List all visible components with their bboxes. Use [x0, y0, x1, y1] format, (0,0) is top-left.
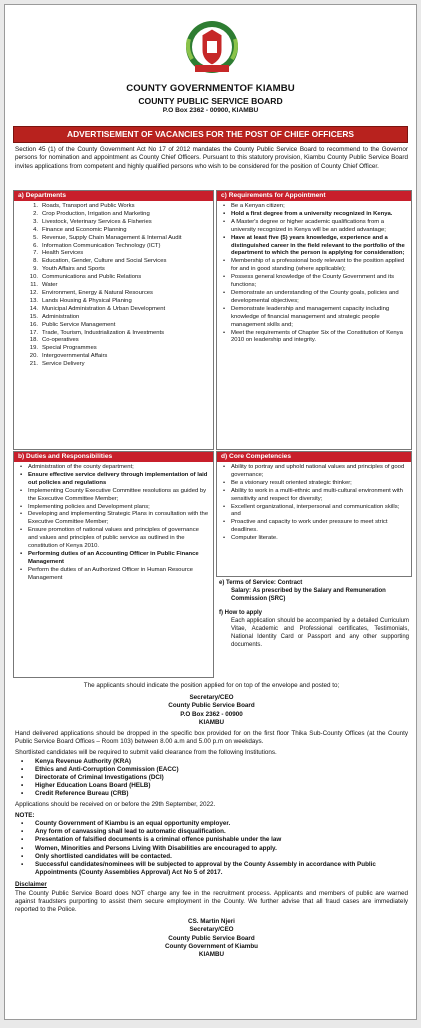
competency-item — [217, 535, 407, 543]
bullet-icon: ▪ — [19, 550, 23, 557]
competencies-heading: d) Core Competencies — [217, 452, 411, 462]
bullet-icon: • — [222, 218, 226, 225]
duty-item-text: Developing and implementing Strategic Plans in consultation with the Executive Committee Member; — [28, 511, 209, 526]
intro-text: Section 45 (1) of the County Government Act No 17 of 2012 mandates the County Public Service Board to recommend to the Governor persons for nomination and appointment as County Chief Officers. Pursuant to this statutory provision, Kiambu County Public Service Board invites applications from competent and highly qualified persons who wish to be considered for the position of County Chief Officer. — [15, 146, 408, 170]
duties-heading: b) Duties and Responsibilities — [14, 452, 213, 462]
department-number: 6. — [33, 242, 38, 249]
competency-item-text: Be a visionary result oriented strategic thinker; — [231, 479, 352, 486]
competencies-list — [217, 462, 411, 543]
duty-item-text: Implementing policies and Development plans; — [28, 503, 150, 510]
department-name: Environment, Energy & Natural Resources — [42, 289, 153, 296]
postal-address — [15, 694, 408, 727]
note-item — [21, 828, 408, 836]
department-name: Lands Housing & Physical Planing — [42, 297, 132, 304]
signature-line: Secretary/CEO — [189, 926, 234, 934]
department-name: Education, Gender, Culture and Social Services — [42, 258, 167, 265]
bullet-icon: ▪ — [222, 210, 226, 217]
signature-block — [15, 918, 408, 959]
address-line: Secretary/CEO — [189, 694, 234, 702]
note-text: Presentation of falsified documents is a criminal offence punishable under the law — [35, 836, 282, 844]
requirement-item — [217, 235, 407, 259]
disclaimer-text: The County Public Service Board does NOT charge any fee in the recruitment process. Applicants and members of public are warned against fraudsters purporting to assist them secure employment in the County. We further advise that all fraud cases are immediately reported to the Police. — [15, 889, 408, 914]
department-number: 17. — [29, 329, 38, 336]
signature-line: County Public Service Board — [168, 934, 255, 942]
note-item — [21, 820, 408, 828]
bullet-icon: • — [222, 274, 226, 281]
requirement-item-text: Meet the requirements of Chapter Six of the Constitution of Kenya 2010 on leadership and integrity. — [231, 329, 403, 344]
department-number: 16. — [29, 321, 38, 328]
department-item — [14, 353, 210, 361]
department-number: 14. — [29, 305, 38, 312]
department-name: Special Programmes — [42, 345, 97, 352]
board-title: COUNTY PUBLIC SERVICE BOARD — [138, 96, 283, 106]
bullet-icon: • — [222, 519, 226, 526]
requirement-item — [217, 211, 407, 219]
note-item — [21, 836, 408, 844]
address-line: KIAMBU — [198, 718, 225, 726]
requirement-item — [217, 219, 407, 235]
note-item — [21, 845, 408, 853]
department-item — [14, 314, 210, 322]
department-name: Intergovernmental Affairs — [42, 353, 108, 360]
competency-item-text: Excellent organizational, interpersonal and communication skills; and — [231, 503, 400, 518]
institution-item — [21, 774, 408, 782]
requirement-item-text: Hold a first degree from a university recognized in Kenya. — [231, 210, 393, 217]
duty-item — [14, 567, 209, 583]
department-item — [14, 266, 210, 274]
signature-line: CS. Martin Njeri — [188, 918, 235, 926]
bullet-icon: • — [222, 535, 226, 542]
duty-item — [14, 472, 209, 488]
competency-item-text: Proactive and capacity to work under pressure to meet strict deadlines. — [231, 519, 388, 534]
requirements-box — [216, 190, 412, 450]
department-name: Co-operatives — [42, 337, 79, 344]
competency-item — [217, 519, 407, 535]
duty-item — [14, 464, 209, 472]
competency-item — [217, 488, 407, 504]
department-number: 4. — [33, 226, 38, 233]
institutions-list — [15, 758, 408, 799]
department-number: 13. — [29, 297, 38, 304]
competencies-box — [216, 451, 412, 577]
bullet-icon: ▪ — [21, 836, 24, 844]
bullet-icon: • — [21, 774, 24, 782]
signature-line: KIAMBU — [198, 951, 225, 959]
department-item — [14, 227, 210, 235]
departments-heading: a) Departments — [14, 191, 213, 201]
institution-name: Higher Education Loans Board (HELB) — [35, 782, 151, 790]
how-to-apply — [219, 610, 409, 650]
duty-item — [14, 551, 209, 567]
department-name: Roads, Transport and Public Works — [42, 203, 135, 209]
institution-item — [21, 766, 408, 774]
clearance-intro: Shortlisted candidates will be required to submit valid clearance from the following Institutions. — [15, 749, 277, 757]
competency-item — [217, 464, 407, 480]
department-name: Service Delivery — [42, 361, 85, 368]
department-number: 18. — [29, 337, 38, 344]
duty-item-text: Implementing County Executive Committee resolutions as guided by the Executive Committee Member; — [28, 487, 207, 502]
deadline-text: Applications should be received on or before the 29th September, 2022. — [15, 800, 216, 808]
department-name: Public Service Management — [42, 321, 116, 328]
duty-item-text: Performing duties of an Accounting Officer in Public Finance Management — [28, 550, 199, 565]
requirement-item-text: Membership of a professional body relevant to the position applied for and in good standing (where applicable); — [231, 258, 405, 273]
department-name: Communications and Public Relations — [42, 274, 142, 281]
bullet-icon: ▪ — [21, 820, 24, 828]
intro-paragraph — [15, 146, 408, 171]
departments-list — [14, 201, 213, 369]
requirement-item — [217, 306, 407, 330]
vacancy-banner: ADVERTISEMENT OF VACANCIES FOR THE POST OF CHIEF OFFICERS — [13, 126, 408, 143]
bullet-icon: • — [222, 289, 226, 296]
note-item — [21, 861, 408, 877]
bullet-icon: • — [222, 487, 226, 494]
application-section — [15, 682, 408, 959]
department-item — [14, 330, 210, 338]
duties-list — [14, 462, 213, 583]
note-text: Successful candidates/nominees will be subjected to approval by the County Assembly in accordance with Public Appointments (County Assemblies Approval) Act No 5 of 2017. — [35, 861, 376, 877]
requirement-item-text: Be a Kenyan citizen; — [231, 203, 285, 209]
bullet-icon: • — [19, 511, 23, 518]
bullet-icon: • — [222, 503, 226, 510]
bullet-icon: ▪ — [222, 234, 226, 241]
department-name: Youth Affairs and Sports — [42, 266, 105, 273]
department-item — [14, 235, 210, 243]
duty-item — [14, 511, 209, 527]
advert-page — [4, 4, 417, 1020]
bullet-icon: ▪ — [21, 844, 24, 852]
duty-item-text: Ensure promotion of national values and principles of governance and values and principles of public service as outlined in the constitution of Kenya 2010. — [28, 527, 199, 550]
competency-item-text: Ability to portray and uphold national values and principles of good governance; — [231, 464, 405, 478]
requirement-item-text: Demonstrate leadership and management capacity including knowledge of financial management and strategic people management skills and; — [231, 305, 390, 328]
department-item — [14, 243, 210, 251]
board-address: P.O Box 2362 - 00900, KIAMBU — [162, 107, 259, 114]
department-item — [14, 345, 210, 353]
institution-name: Ethics and Anti-Corruption Commission (EACC) — [35, 765, 179, 773]
duty-item — [14, 527, 209, 551]
department-number: 12. — [29, 289, 38, 296]
bullet-icon: ▪ — [21, 828, 24, 836]
department-name: Crop Production, Irrigation and Marketing — [42, 210, 150, 217]
bullet-icon: • — [19, 527, 23, 534]
note-label: NOTE: — [15, 811, 35, 819]
department-number: 7. — [33, 250, 38, 257]
bullet-icon: • — [21, 757, 24, 765]
department-number: 2. — [33, 210, 38, 217]
department-name: Administration — [42, 313, 80, 320]
department-name: Water — [42, 282, 58, 289]
institution-name: Kenya Revenue Authority (KRA) — [35, 757, 131, 765]
bullet-icon: • — [222, 203, 226, 209]
bullet-icon: ▪ — [19, 471, 23, 478]
bullet-icon: • — [19, 503, 23, 510]
terms-label: e) Terms of Service: Contract — [219, 580, 303, 586]
department-item — [14, 211, 210, 219]
department-name: Livestock, Veterinary Services & Fisheries — [42, 218, 152, 225]
department-name: Revenue, Supply Chain Management & Internal Audit — [42, 234, 182, 241]
requirement-item — [217, 330, 407, 346]
department-number: 11. — [30, 282, 38, 289]
department-item — [14, 306, 210, 314]
department-item — [14, 298, 210, 306]
department-item — [14, 274, 210, 282]
salary-text: Salary: As prescribed by the Salary and Remuneration Commission (SRC) — [231, 587, 386, 602]
competency-item-text: Ability to work in a multi-ethnic and multi-cultural environment with sensitivity and respect for diversity; — [231, 487, 403, 502]
institution-name: Credit Reference Bureau (CRB) — [35, 790, 129, 798]
bullet-icon: ▪ — [21, 861, 24, 869]
department-name: Finance and Economic Planning — [42, 226, 127, 233]
requirement-item-text: Have at least five (5) years knowledge, experience and a distinguished career in the field relevant to the portfolio of the department to which the person is applying for consideration; — [231, 234, 405, 257]
bullet-icon: • — [19, 464, 23, 470]
department-number: 8. — [33, 258, 38, 265]
disclaimer-label: Disclaimer — [15, 881, 47, 889]
department-number: 19. — [29, 345, 38, 352]
department-item — [14, 219, 210, 227]
requirement-item-text: A Master's degree or higher academic qualifications from a university recognized in Kenya will be an added advantage; — [231, 218, 386, 233]
department-item — [14, 258, 210, 266]
duty-item-text: Perform the duties of an Authorized Officer in Human Resource Management — [28, 566, 193, 581]
requirement-item — [217, 203, 407, 211]
bullet-icon: • — [222, 305, 226, 312]
requirements-list — [217, 201, 411, 345]
notes-list — [15, 820, 408, 877]
county-crest-icon — [183, 19, 241, 75]
requirement-item-text: Possess general knowledge of the County Government and its functions; — [231, 274, 395, 289]
institution-name: Directorate of Criminal Investigations (DCI) — [35, 774, 164, 782]
institution-item — [21, 782, 408, 790]
note-text: Only shortlisted candidates will be contacted. — [35, 852, 172, 860]
duty-item-text: Administration of the county department; — [28, 464, 134, 470]
bullet-icon: • — [222, 258, 226, 265]
how-to-apply-label: f) How to apply — [219, 610, 262, 616]
address-line: P.O Box 2362 - 00900 — [180, 710, 243, 718]
department-number: 9. — [33, 266, 38, 273]
department-item — [14, 282, 210, 290]
duty-item-text: Ensure effective service delivery through implementation of laid out policies and regulations — [28, 471, 208, 486]
departments-box — [13, 190, 214, 450]
bullet-icon: • — [222, 479, 226, 486]
department-item — [14, 290, 210, 298]
department-number: 21. — [29, 361, 38, 368]
department-number: 3. — [33, 218, 38, 225]
org-title: COUNTY GOVERNMENTOF KIAMBU — [126, 83, 295, 94]
bullet-icon: • — [21, 790, 24, 798]
address-line: County Public Service Board — [168, 702, 255, 710]
department-item — [14, 361, 210, 369]
department-name: Trade, Tourism, Industrialization & Investments — [42, 329, 165, 336]
bullet-icon: • — [222, 464, 226, 470]
requirement-item — [217, 258, 407, 274]
requirement-item — [217, 290, 407, 306]
how-to-apply-text: Each application should be accompanied by a detailed Curriculum Vitae, Academic and Professional certificates, Testimonials, National Identity Card or Passport and any other supporting documents. — [231, 617, 409, 648]
department-number: 10. — [29, 274, 38, 281]
competency-item-text: Computer literate. — [231, 535, 278, 542]
duty-item — [14, 488, 209, 504]
department-item — [14, 203, 210, 211]
bullet-icon: ▪ — [21, 852, 24, 860]
apply-line: The applicants should indicate the position applied for on top of the envelope and posted to; — [83, 682, 340, 689]
hand-delivery-text: Hand delivered applications should be dropped in the specific box provided for on the first floor Thika Sub-County Offices (at the County Public Service Board Offices – Room 103) between 8.00 a.m and 5.00 p.m on weekdays. — [15, 730, 408, 746]
department-name: Municipal Administration & Urban Development — [42, 305, 166, 312]
bullet-icon: • — [222, 329, 226, 336]
department-item — [14, 250, 210, 258]
department-name: Health Services — [42, 250, 84, 257]
requirement-item-text: Demonstrate an understanding of the County goals, policies and developmental objectives; — [231, 289, 399, 304]
requirement-item — [217, 274, 407, 290]
competency-item — [217, 480, 407, 488]
department-item — [14, 322, 210, 330]
note-text: Women, Minorities and Persons Living With Disabilities are encouraged to apply. — [35, 844, 277, 852]
bullet-icon: • — [19, 487, 23, 494]
department-number: 20. — [29, 353, 38, 360]
signature-line: County Government of Kiambu — [164, 942, 259, 950]
duty-item — [14, 504, 209, 512]
note-item — [21, 853, 408, 861]
bullet-icon: • — [19, 566, 23, 573]
department-item — [14, 337, 210, 345]
requirements-heading: c) Requirements for Appointment — [217, 191, 411, 201]
terms-of-service — [219, 580, 409, 604]
bullet-icon: • — [21, 782, 24, 790]
department-number: 15. — [29, 313, 38, 320]
bullet-icon: • — [21, 765, 24, 773]
department-number: 1. — [33, 203, 38, 209]
duties-box — [13, 451, 214, 678]
institution-item — [21, 758, 408, 766]
note-text: County Government of Kiambu is an equal opportunity employer. — [35, 820, 231, 828]
institution-item — [21, 790, 408, 798]
note-text: Any form of canvassing shall lead to automatic disqualification. — [35, 828, 226, 836]
competency-item — [217, 504, 407, 520]
department-name: Information Communication Technology (ICT) — [42, 242, 161, 249]
department-number: 5. — [33, 234, 38, 241]
